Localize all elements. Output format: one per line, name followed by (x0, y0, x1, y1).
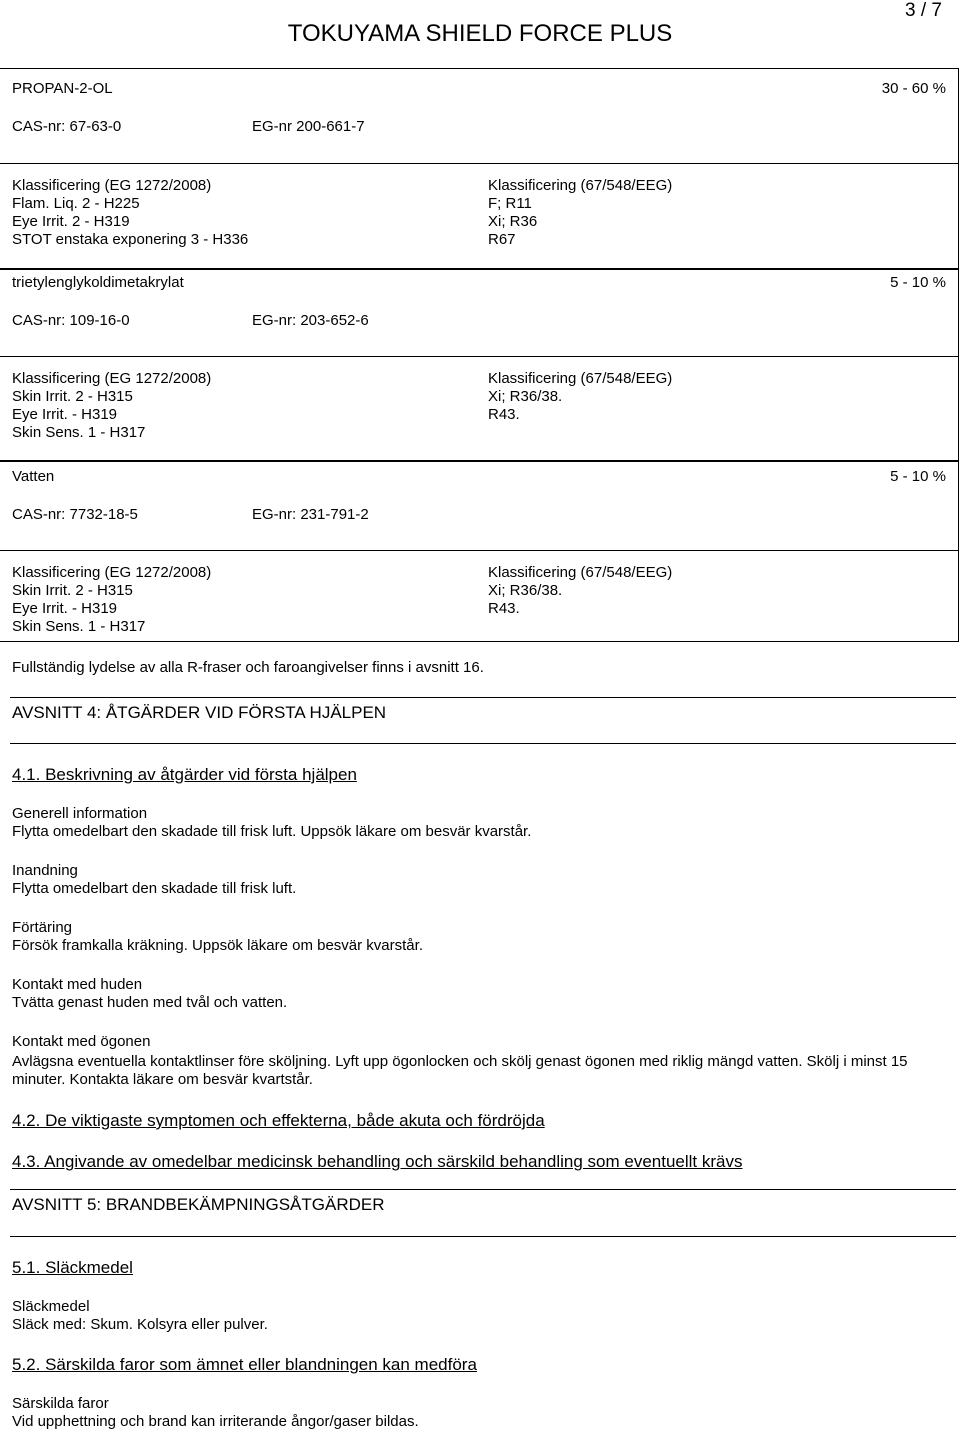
document-title: TOKUYAMA SHIELD FORCE PLUS (287, 20, 673, 47)
subsection-5-2-title: 5.2. Särskilda faror som ämnet eller blandningen kan medföra (12, 1355, 477, 1374)
eg-number: EG-nr 200-661-7 (252, 118, 365, 135)
subsection-5-1-title: 5.1. Släckmedel (12, 1258, 133, 1277)
clp-line: STOT enstaka exponering 3 - H336 (12, 231, 249, 248)
subsection-4-1-title: 4.1. Beskrivning av åtgärder vid första hjälpen (12, 765, 357, 784)
extinguishing-media-label: Släckmedel (12, 1298, 90, 1315)
general-info-label: Generell information (12, 805, 148, 822)
dsd-classification (488, 370, 672, 424)
eye-contact-text: Avlägsna eventuella kontaktlinser före sköljning. Lyft upp ögonlocken och skölj genast ögonen med riklig mängd vatten. Skölj i minst 15 minuter. Kontakta läkare om besvär kvartstår. (12, 1053, 908, 1088)
skin-contact-label: Kontakt med huden (12, 976, 143, 993)
section-5-title: AVSNITT 5: BRANDBEKÄMPNINGSÅTGÄRDER (12, 1195, 385, 1214)
footnote: Fullständig lydelse av alla R-fraser och faroangivelser finns i avsnitt 16. (12, 659, 484, 676)
clp-line: Flam. Liq. 2 - H225 (12, 195, 140, 212)
substance-name: PROPAN-2-OL (12, 80, 113, 97)
clp-line: Skin Irrit. 2 - H315 (12, 582, 133, 599)
subsection-4-3-title: 4.3. Angivande av omedelbar medicinsk behandling och särskild behandling som eventuellt krävs (12, 1152, 743, 1171)
general-info-text: Flytta omedelbart den skadade till frisk luft. Uppsök läkare om besvär kvarstår. (12, 823, 532, 840)
inhalation-label: Inandning (12, 862, 78, 879)
eg-number: EG-nr: 231-791-2 (252, 506, 369, 523)
clp-classification (12, 177, 248, 249)
substance-percent: 5 - 10 % (890, 468, 946, 485)
clp-line: Eye Irrit. - H319 (12, 600, 118, 617)
dsd-classification (488, 177, 672, 249)
clp-line: Skin Irrit. 2 - H315 (12, 388, 133, 405)
inhalation-text: Flytta omedelbart den skadade till frisk luft. (12, 880, 297, 897)
clp-title: Klassificering (EG 1272/2008) (12, 564, 212, 581)
section-rule (10, 697, 956, 698)
clp-line: Skin Sens. 1 - H317 (12, 424, 146, 441)
dsd-line: Xi; R36/38. (488, 388, 563, 405)
section-rule (10, 1189, 956, 1190)
extinguishing-media-text: Släck med: Skum. Kolsyra eller pulver. (12, 1316, 268, 1333)
section-rule (10, 743, 956, 744)
dsd-line: R43. (488, 406, 520, 423)
dsd-line: F; R11 (488, 195, 532, 212)
subsection-4-2-title: 4.2. De viktigaste symptomen och effekterna, både akuta och fördröjda (12, 1111, 545, 1130)
dsd-title: Klassificering (67/548/EEG) (488, 370, 673, 387)
page-number: 3 / 7 (905, 0, 942, 21)
substance-name: trietylenglykoldimetakrylat (12, 274, 184, 291)
special-hazards-label: Särskilda faror (12, 1395, 109, 1412)
clp-classification (12, 370, 211, 442)
section-4-title: AVSNITT 4: ÅTGÄRDER VID FÖRSTA HJÄLPEN (12, 703, 387, 722)
dsd-title: Klassificering (67/548/EEG) (488, 564, 673, 581)
clp-line: Eye Irrit. 2 - H319 (12, 213, 130, 230)
clp-title: Klassificering (EG 1272/2008) (12, 370, 212, 387)
divider (0, 550, 958, 551)
substance-percent: 30 - 60 % (881, 80, 946, 97)
clp-title: Klassificering (EG 1272/2008) (12, 177, 212, 194)
ingestion-text: Försök framkalla kräkning. Uppsök läkare om besvär kvarstår. (12, 937, 423, 954)
clp-classification (12, 564, 211, 636)
substance-name: Vatten (12, 468, 55, 485)
clp-line: Eye Irrit. - H319 (12, 406, 118, 423)
ingestion-label: Förtäring (12, 919, 73, 936)
cas-number: CAS-nr: 7732-18-5 (12, 506, 138, 523)
dsd-line: Xi; R36/38. (488, 582, 563, 599)
dsd-classification (488, 564, 672, 618)
dsd-line: Xi; R36 (488, 213, 538, 230)
cas-number: CAS-nr: 109-16-0 (12, 312, 130, 329)
dsd-line: R43. (488, 600, 520, 617)
special-hazards-text: Vid upphettning och brand kan irriterande ångor/gaser bildas. (12, 1413, 419, 1430)
eg-number: EG-nr: 203-652-6 (252, 312, 369, 329)
divider (0, 356, 958, 357)
clp-line: Skin Sens. 1 - H317 (12, 618, 146, 635)
eye-contact-label: Kontakt med ögonen (12, 1033, 151, 1050)
dsd-line: R67 (488, 231, 516, 248)
divider (0, 163, 958, 164)
section-rule (10, 1236, 956, 1237)
dsd-title: Klassificering (67/548/EEG) (488, 177, 673, 194)
skin-contact-text: Tvätta genast huden med tvål och vatten. (12, 994, 288, 1011)
substance-percent: 5 - 10 % (890, 274, 946, 291)
cas-number: CAS-nr: 67-63-0 (12, 118, 122, 135)
